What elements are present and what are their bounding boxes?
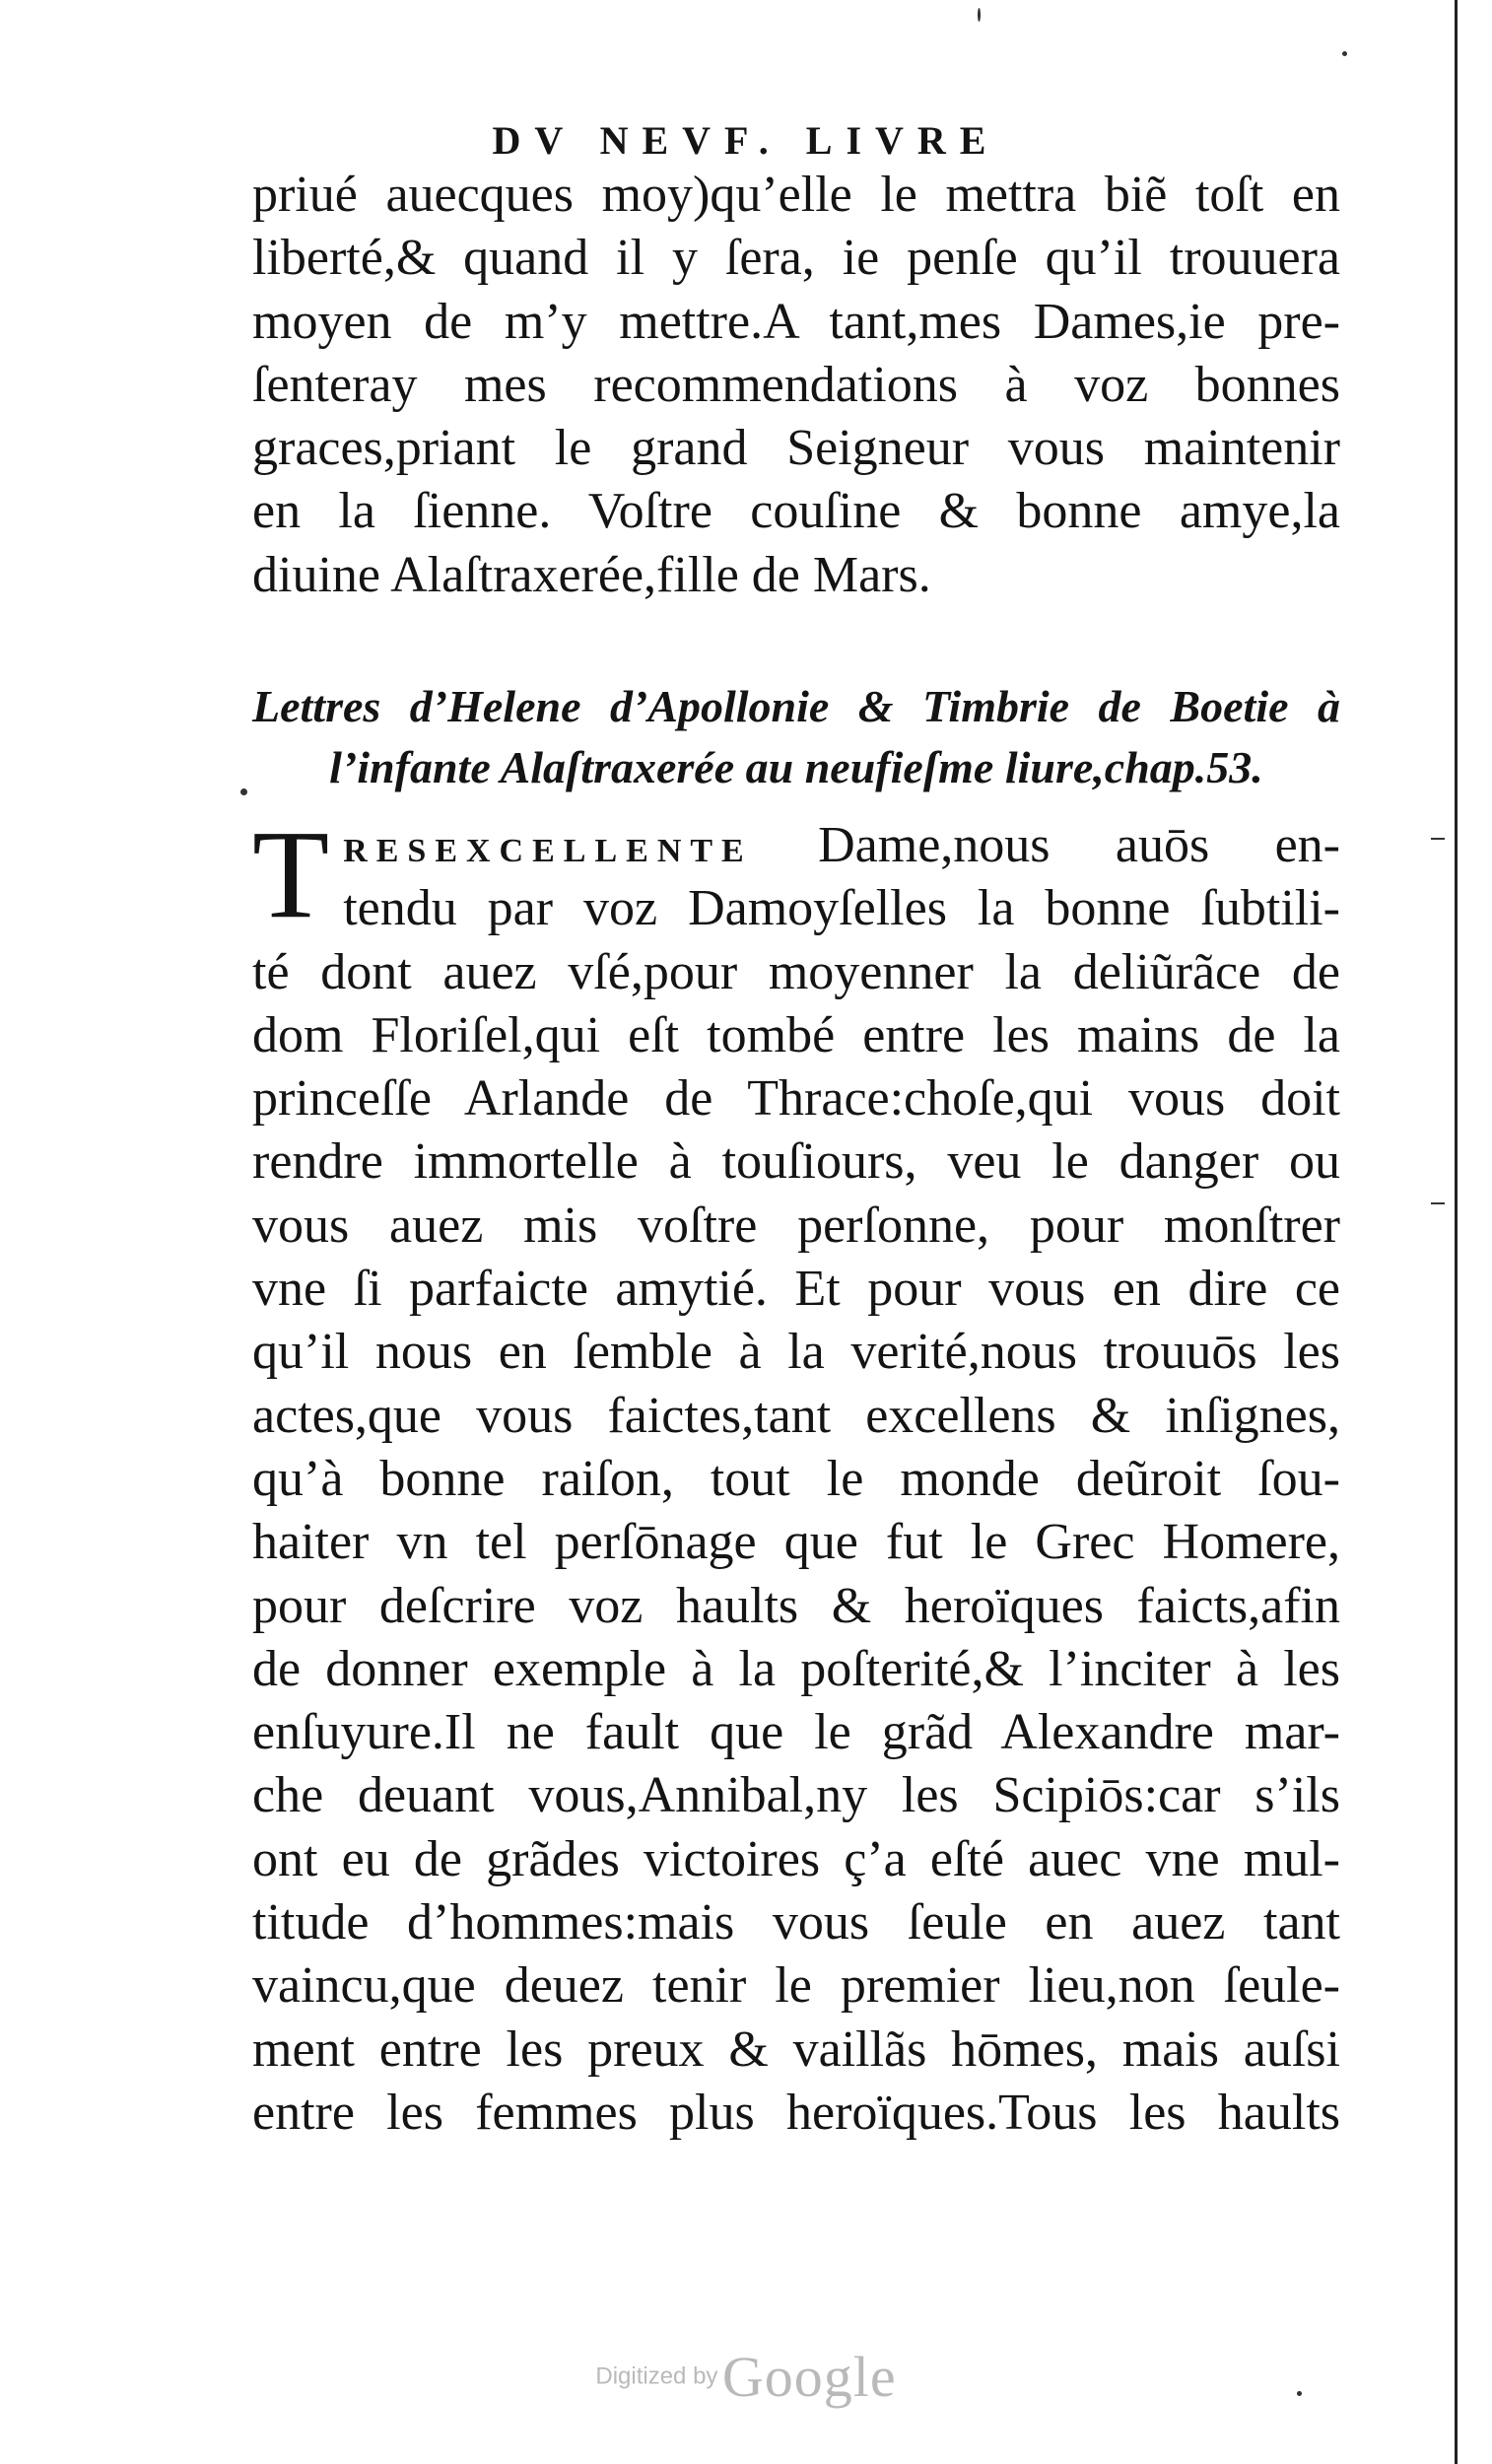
heading-line: Lettres d’Helene d’Apollonie & Timbrie de Boetie à [252, 681, 1340, 731]
watermark-small-text: Digitized by [595, 2362, 718, 2390]
text-segment: Dame,nous auōs en- [752, 817, 1340, 873]
ink-speck [240, 788, 247, 795]
text-line: priué auecques moy)qu’elle le mettra biẽ toſt en [252, 167, 1340, 223]
text-line: vne ſi parfaicte amytié. Et pour vous en dire ce [252, 1261, 1340, 1318]
intro-paragraph [252, 164, 1340, 607]
text-line: dom Floriſel,qui eſt tombé entre les mains de la [252, 1006, 1340, 1063]
text-line: vaincu,que deuez tenir le premier lieu,non ſeule- [252, 1957, 1340, 2015]
running-head: DV NEVF. LIVRE [492, 118, 1000, 163]
text-line: graces,priant le grand Seigneur vous maintenir [252, 420, 1340, 477]
ink-speck [1342, 51, 1347, 56]
text-line: qu’il nous en ſemble à la verité,nous trouuōs les [252, 1324, 1340, 1381]
text-line: de donner exemple à la poſterité,& l’inciter à les [252, 1640, 1340, 1697]
text-line: moyen de m’y mettre.A tant,mes Dames,ie pre- [252, 293, 1340, 350]
text-line: entre les femmes plus heroïques.Tous les haults [252, 2084, 1340, 2141]
text-line [252, 814, 1340, 877]
text-line: actes,que vous faictes,tant excellens & inſignes, [252, 1387, 1340, 1444]
edge-tick [1431, 1202, 1445, 1204]
text-line: pour deſcrire voz haults & heroïques faicts,afin [252, 1577, 1340, 1634]
text-line: princeſſe Arlande de Thrace:choſe,qui vous doit [252, 1070, 1340, 1128]
text-line: haiter vn tel perſōnage que fut le Grec Homere, [252, 1514, 1340, 1571]
edge-tick [1431, 838, 1445, 840]
heading-line: l’infante Alaſtraxerée au neufieſme liure,chap.53. [329, 742, 1263, 792]
letter-paragraph [252, 804, 1340, 2145]
text-line: vous auez mis voſtre perſonne, pour monſtrer [252, 1197, 1340, 1254]
text-line: ment entre les preux & vaillãs hōmes, mais auſsi [252, 2020, 1340, 2078]
watermark-logo-text: Google [721, 2345, 897, 2409]
text-line: rendre immortelle à touſiours, veu le danger ou [252, 1133, 1340, 1191]
text-line: ſenteray mes recommendations à voz bonnes [252, 356, 1340, 413]
text-line: enſuyure.Il ne fault que le grãd Alexandre mar- [252, 1704, 1340, 1761]
text-line: ont eu de grãdes victoires ç’a eſté auec vne mul- [252, 1830, 1340, 1887]
ink-speck [978, 8, 981, 22]
drop-cap: T [252, 804, 330, 944]
text-line: diuine Alaſtraxerée,fille de Mars. [252, 546, 931, 603]
text-line: liberté,& quand il y ſera, ie penſe qu’il trouuera [252, 230, 1340, 287]
text-line: té dont auez vſé,pour moyenner la deliũrãce de [252, 943, 1340, 1000]
text-line: tendu par voz Damoyſelles la bonne ſubtili- [343, 880, 1340, 937]
text-line: che deuant vous,Annibal,ny les Scipiōs:car s’ils [252, 1767, 1340, 1824]
text-line: titude d’hommes:mais vous ſeule en auez tant [252, 1894, 1340, 1951]
digitized-watermark [0, 2344, 1492, 2410]
small-caps-word: RESEXCELLENTE [343, 833, 753, 869]
text-line: qu’à bonne raiſon, tout le monde deũroit ſou- [252, 1450, 1340, 1507]
chapter-heading [252, 676, 1340, 798]
text-line: en la ſienne. Voſtre couſine & bonne amye,la [252, 483, 1340, 540]
page-edge-line [1455, 0, 1458, 2464]
